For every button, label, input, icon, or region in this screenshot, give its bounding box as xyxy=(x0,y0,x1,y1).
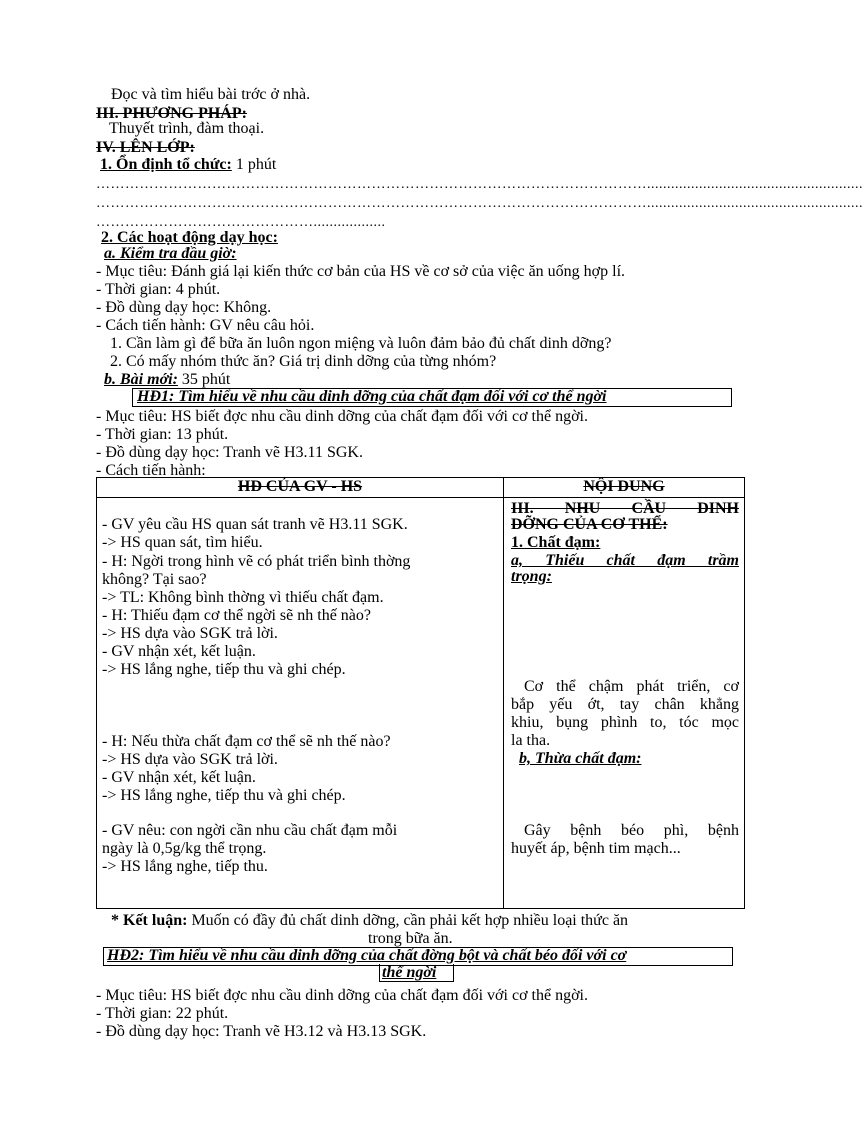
hd1-materials: - Đồ dùng dạy học: Tranh vẽ H3.11 SGK. xyxy=(96,444,363,461)
conclusion-line xyxy=(111,912,628,930)
table-row: - H: Thiếu đạm cơ thể ngời sẽ nh thế nào? xyxy=(102,607,371,624)
table-row: -> HS lắng nghe, tiếp thu và ghi chép. xyxy=(102,787,346,804)
question-1: 1. Cần làm gì để bữa ăn luôn ngon miệng và luôn đảm bảo đủ chất dinh dỡng? xyxy=(110,335,612,352)
dotted-line-1: ……………………………………………………………………………………………………...................................................... xyxy=(96,177,863,192)
hd2-materials: - Đồ dùng dạy học: Tranh vẽ H3.12 và H3.13 SGK. xyxy=(96,1023,427,1040)
intro-line: Đọc và tìm hiểu bài trớc ở nhà. xyxy=(111,86,311,103)
table-row: -> HS lắng nghe, tiếp thu và ghi chép. xyxy=(102,661,346,678)
table-row: -> HS lắng nghe, tiếp thu. xyxy=(102,858,268,875)
check-materials: - Đồ dùng dạy học: Không. xyxy=(96,299,272,316)
conclusion-text: Muốn có đầy đủ chất dinh dỡng, cần phải kết hợp nhiều loại thức ăn xyxy=(187,912,629,929)
lesson-table xyxy=(96,477,745,909)
on-dinh-label: 1. Ổn định tổ chức: xyxy=(100,156,232,173)
content-b-label: b, Thừa chất đạm: xyxy=(519,750,642,767)
dotted-line-3: ……………………………………….................. xyxy=(96,215,386,230)
content-heading-line-2: DỠNG CỦA CƠ THỂ: xyxy=(511,516,668,533)
table-row: -> HS quan sát, tìm hiểu. xyxy=(102,534,263,551)
table-row: - GV nhận xét, kết luận. xyxy=(102,769,256,786)
table-row: - H: Nếu thừa chất đạm cơ thể sẽ nh thế nào? xyxy=(102,733,391,750)
table-row: ngày là 0,5g/kg thể trọng. xyxy=(102,840,267,857)
hd2-time: - Thời gian: 22 phút. xyxy=(96,1005,229,1022)
section-3-text: Thuyết trình, đàm thoại. xyxy=(109,120,265,137)
hd1-time: - Thời gian: 13 phút. xyxy=(96,426,229,443)
check-time: - Thời gian: 4 phút. xyxy=(96,281,221,298)
content-cell xyxy=(504,498,745,909)
conclusion-line-2: trong bữa ăn. xyxy=(368,930,453,947)
table-row: - GV nêu: con ngời cần nhu cầu chất đạm mỗi xyxy=(102,822,398,839)
activities-cell xyxy=(97,498,504,909)
content-a-line-1: a, Thiếu chất đạm trầm xyxy=(511,552,739,569)
section-3-title: III. PHƯƠNG PHÁP: xyxy=(96,105,247,122)
content-a-text-2: bắp yếu ớt, tay chân khẳng xyxy=(511,696,739,713)
check-label: a. Kiểm tra đầu giờ: xyxy=(104,245,237,262)
section-4-title: IV. LÊN LỚP: xyxy=(96,139,195,156)
content-a-line-2: trọng: xyxy=(511,568,552,585)
hd1-title: HĐ1: Tìm hiểu về nhu cầu dinh dỡng của chất đạm đối với cơ thể ngời xyxy=(137,388,607,405)
table-header-content: NỘI DUNG xyxy=(504,478,745,498)
content-heading-line-1: III. NHU CẦU DINH xyxy=(511,500,739,517)
hd2-title-line-2: thể ngời xyxy=(382,964,437,981)
table-row: -> TL: Không bình thờng vì thiếu chất đạm. xyxy=(102,589,384,606)
dotted-line-2: ……………………………………………………………………………………………………...................................................... xyxy=(96,196,863,211)
table-row: -> HS dựa vào SGK trả lời. xyxy=(102,751,278,768)
hd2-title-line-1: HĐ2: Tìm hiểu về nhu cầu dinh dỡng của chất đờng bột và chất béo đối với cơ xyxy=(107,947,627,964)
table-row: -> HS dựa vào SGK trả lời. xyxy=(102,625,278,642)
question-2: 2. Có mấy nhóm thức ăn? Giá trị dinh dỡng của từng nhóm? xyxy=(110,353,497,370)
table-header-activities: HĐ CỦA GV - HS xyxy=(97,478,504,498)
content-b-text-2: huyết áp, bệnh tim mạch... xyxy=(511,840,681,857)
content-a-text-3: khiu, bụng phình to, tóc mọc xyxy=(511,714,739,731)
content-sub-protein: 1. Chất đạm: xyxy=(511,534,601,551)
conclusion-label: * Kết luận: xyxy=(111,912,188,929)
content-a-text-4: la tha. xyxy=(511,732,551,749)
hd1-objective: - Mục tiêu: HS biết đợc nhu cầu dinh dỡng của chất đạm đối với cơ thể ngời. xyxy=(96,408,588,425)
content-a-text-1: Cơ thể chậm phát triển, cơ xyxy=(524,678,739,695)
table-row: - GV nhận xét, kết luận. xyxy=(102,643,256,660)
table-row: không? Tại sao? xyxy=(102,571,207,588)
table-row: - GV yêu cầu HS quan sát tranh vẽ H3.11 SGK. xyxy=(102,516,408,533)
hd2-objective: - Mục tiêu: HS biết đợc nhu cầu dinh dỡng của chất đạm đối với cơ thể ngời. xyxy=(96,987,588,1004)
new-lesson-line xyxy=(104,371,230,389)
new-lesson-time: 35 phút xyxy=(177,371,231,388)
hd1-method: - Cách tiến hành: xyxy=(96,462,206,479)
table-row: - H: Ngời trong hình vẽ có phát triển bình thờng xyxy=(102,553,411,570)
on-dinh-line xyxy=(100,156,276,174)
activities-title: 2. Các hoạt động dạy học: xyxy=(101,229,278,246)
content-b-text-1: Gây bệnh béo phì, bệnh xyxy=(524,822,739,839)
check-method: - Cách tiến hành: GV nêu câu hỏi. xyxy=(96,317,315,334)
new-lesson-label: b. Bài mới: xyxy=(104,371,178,388)
on-dinh-time: 1 phút xyxy=(231,156,277,173)
check-objective: - Mục tiêu: Đánh giá lại kiến thức cơ bản của HS về cơ sở của việc ăn uống hợp lí. xyxy=(96,263,626,280)
